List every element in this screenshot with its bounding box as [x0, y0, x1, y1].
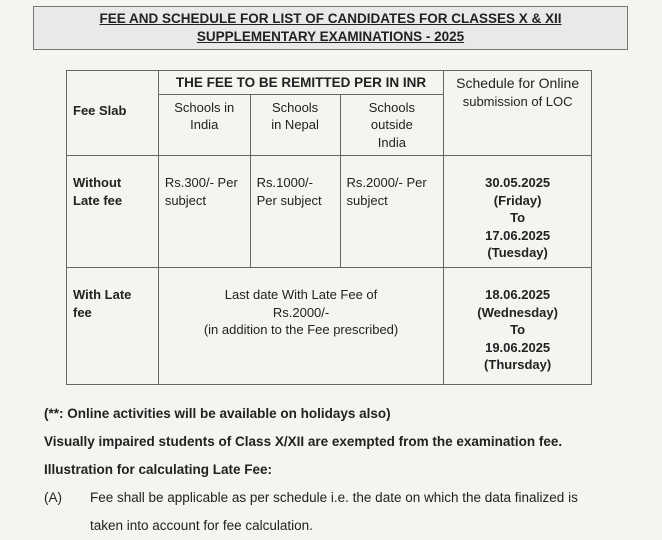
table-row — [67, 156, 592, 268]
fee-table — [66, 70, 592, 385]
slab-without-late-fee: Without Late fee — [67, 156, 159, 268]
schedule-with-late-fee: 18.06.2025 (Wednesday) To 19.06.2025 (Thursday) — [444, 268, 592, 385]
title-line-2: SUPPLEMENTARY EXAMINATIONS - 2025 — [196, 29, 465, 44]
table-header-row — [67, 71, 592, 95]
schools-nepal-header: Schools in Nepal — [250, 94, 340, 156]
schools-india-header: Schools in India — [158, 94, 250, 156]
impaired-note: Visually impaired students of Class X/XII are exempted from the examination fee. — [44, 434, 563, 449]
fee-outside-value: Rs.2000/- Per subject — [340, 156, 444, 268]
document-title — [33, 6, 628, 50]
fee-group-header: THE FEE TO BE REMITTED PER IN INR — [158, 71, 443, 95]
fee-nepal-value: Rs.1000/- Per subject — [250, 156, 340, 268]
fee-slab-header: Fee Slab — [67, 71, 159, 156]
slab-with-late-fee: With Late fee — [67, 268, 159, 385]
schools-outside-header: Schools outside India — [340, 94, 444, 156]
schedule-header: Schedule for Online submission of LOC — [444, 71, 592, 156]
item-a-label: (A) — [44, 490, 62, 505]
notes-section — [44, 400, 644, 484]
holidays-note: (**: Online activities will be available on holidays also) — [44, 406, 391, 421]
late-fee-value: Last date With Late Fee of Rs.2000/- (in addition to the Fee prescribed) — [158, 268, 443, 385]
schedule-without-late-fee: 30.05.2025 (Friday) To 17.06.2025 (Tuesday) — [444, 156, 592, 268]
illustration-heading: Illustration for calculating Late Fee: — [44, 462, 273, 477]
table-row — [67, 268, 592, 385]
title-line-1: FEE AND SCHEDULE FOR LIST OF CANDIDATES FOR CLASSES X & XII — [99, 11, 562, 26]
item-a-text: Fee shall be applicable as per schedule i.e. the date on which the data finalized is taken into account for fee calculation. — [90, 490, 578, 533]
fee-india-value: Rs.300/- Per subject — [158, 156, 250, 268]
